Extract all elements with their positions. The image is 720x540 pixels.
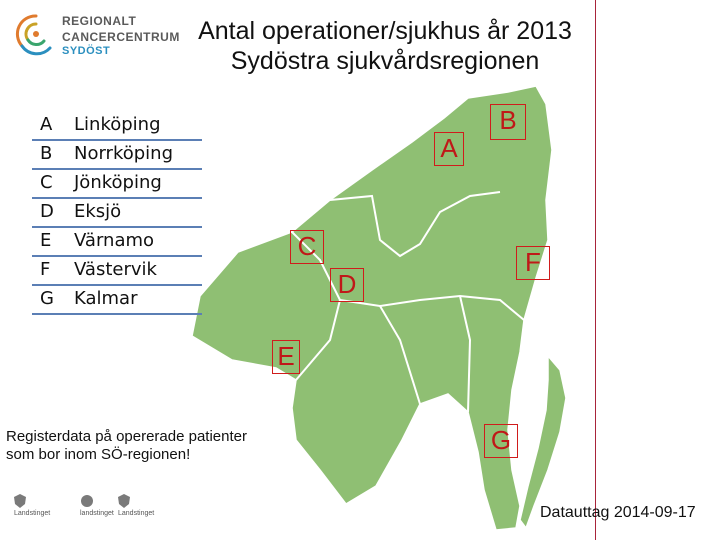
marker-e: E xyxy=(272,340,300,374)
legend-name: Jönköping xyxy=(74,172,162,193)
legend-key: B xyxy=(40,143,53,164)
legend-row xyxy=(32,112,202,141)
legend-row xyxy=(32,141,202,170)
landstinget-logo-3 xyxy=(118,494,154,517)
legend-name: Eksjö xyxy=(74,201,122,222)
legend-row xyxy=(32,170,202,199)
legend-key: A xyxy=(40,114,53,135)
marker-b: B xyxy=(490,104,526,140)
note-line-1: Registerdata på opererade patienter xyxy=(6,428,247,445)
legend-row xyxy=(32,286,202,315)
title-line-1: Antal operationer/sjukhus år 2013 xyxy=(198,17,572,45)
legend-row xyxy=(32,257,202,286)
logo-line-3: SYDÖST xyxy=(62,45,111,57)
footer-logo-label: Landstinget xyxy=(14,510,51,517)
crest-icon xyxy=(14,494,26,508)
legend-name: Linköping xyxy=(74,114,161,135)
marker-g: G xyxy=(484,424,518,458)
title-line-2: Sydöstra sjukvårdsregionen xyxy=(230,47,540,75)
crest-icon xyxy=(80,494,94,508)
landstinget-logo-2 xyxy=(80,494,114,517)
marker-d: D xyxy=(330,268,364,302)
marker-f: F xyxy=(516,246,550,280)
legend-row xyxy=(32,228,202,257)
legend-name: Kalmar xyxy=(74,288,138,309)
data-date: Datauttag 2014-09-17 xyxy=(540,504,696,521)
legend-name: Värnamo xyxy=(74,230,155,251)
hospital-legend xyxy=(32,112,202,315)
legend-row xyxy=(32,199,202,228)
footer-logo-label: landstinget xyxy=(80,510,114,517)
legend-name: Norrköping xyxy=(74,143,174,164)
marker-a: A xyxy=(434,132,464,166)
legend-key: C xyxy=(40,172,53,193)
legend-name: Västervik xyxy=(74,259,157,280)
landstinget-logo-1 xyxy=(14,494,50,517)
oland-island xyxy=(520,356,566,528)
legend-key: E xyxy=(40,230,52,251)
note-line-2: som bor inom SÖ-regionen! xyxy=(6,446,191,463)
crest-icon xyxy=(118,494,130,508)
legend-key: D xyxy=(40,201,54,222)
marker-c: C xyxy=(290,230,324,264)
logo-line-1: REGIONALT xyxy=(62,14,137,28)
legend-key: G xyxy=(40,288,54,309)
legend-key: F xyxy=(40,259,51,280)
footer-logo-label: Landstinget xyxy=(118,510,155,517)
logo-line-2: CANCERCENTRUM xyxy=(62,30,180,44)
register-note xyxy=(6,428,247,464)
